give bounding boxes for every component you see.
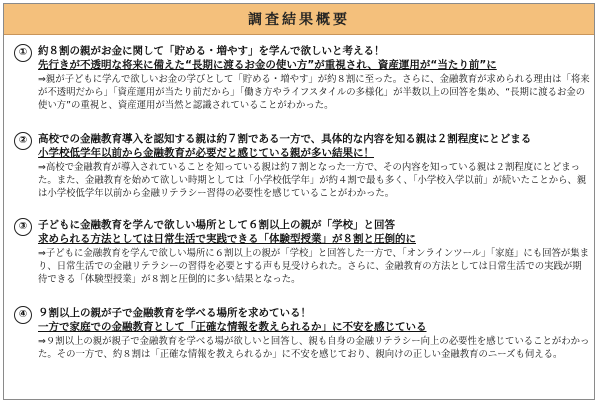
item-number: ② [14,132,32,150]
item-number: ③ [14,218,32,236]
item-heading-1: 約８割の親がお金に関して「貯める・増やす」を学んで欲しいと考える！ [38,45,385,57]
page-title: 調査結果概要 [248,12,350,28]
item-heading-1: ９割以上の親が子で金融教育を学べる場所を求めている！ [38,307,311,319]
item-body: ⇒子どもに金融教育を学んで欲しい場所に６割以上の親が「学校」と回答した一方で、「オンラインツール」「家庭」にも回答が集まり、日常生活での金融リテラシーの習得を必要とする声も見受けられた。さらに、金融教育の方法としては日常生活での実践が期待できる「体験型授業」が８割と圧倒的に多い結果となった。 [38,248,589,286]
item-body: ⇒高校で金融教育が導入されていることを知っている親は約７割となった一方で、その内容を知っている親は２割程度にとどまった。また、金融教育を始めて欲しい時期としては「小学校低学年」が約４割で最も多く、「小学校入学以前」が続いたことから、親は小学校低学年以前から金融リテラシー習得の必要性を感じていることがわかった。 [38,162,587,200]
item-number: ① [14,44,32,62]
item-heading-1: 高校での金融教育導入を認知する親は約７割である一方で、具体的な内容を知る親は２割程度にとどまる [38,133,532,145]
summary-panel [3,3,595,400]
item-body: ⇒親が子どもに学んで欲しいお金の学びとして「貯める・増やす」が約８割に至った。さらに、金融教育が求められる理由は「将来が不透明だから」「資産運用が当たり前だから」「働き方やライフスタイルの多様化」が半数以上の回答を集め、“長期に渡るお金の使い方”の重視と、資産運用が当然と認識されていることがわかった。 [38,74,590,112]
item-heading-2: 求められる方法としては日常生活で実践できる「体験型授業」が８割と圧倒的に [38,233,416,245]
item-heading-2: 小学校低学年以前から金融教育が必要だと感じている親が多い結果に！ [38,147,374,159]
item-number: ④ [14,306,32,324]
item-heading-2: 一方で家庭での金融教育として「正確な情報を教えられるか」に不安を感じている [38,321,427,333]
title-bar [4,4,594,35]
item-heading-2: 先行きが不透明な将来に備えた“長期に渡るお金の使い方”が重視され、資産運用が“当たり前”に [38,59,497,71]
item-heading-1: 子どもに金融教育を学んで欲しい場所として６割以上の親が「学校」と回答 [38,219,395,231]
item-body: ⇒９割以上の親が親子で金融教育を学べる場が欲しいと回答し、親も自身の金融リテラシー向上の必要性を感じていることがわかった。その一方で、約８割は「正確な情報を教えられるか」に不安を感じており、親向けの正しい金融教育のニーズも伺える。 [38,336,590,361]
